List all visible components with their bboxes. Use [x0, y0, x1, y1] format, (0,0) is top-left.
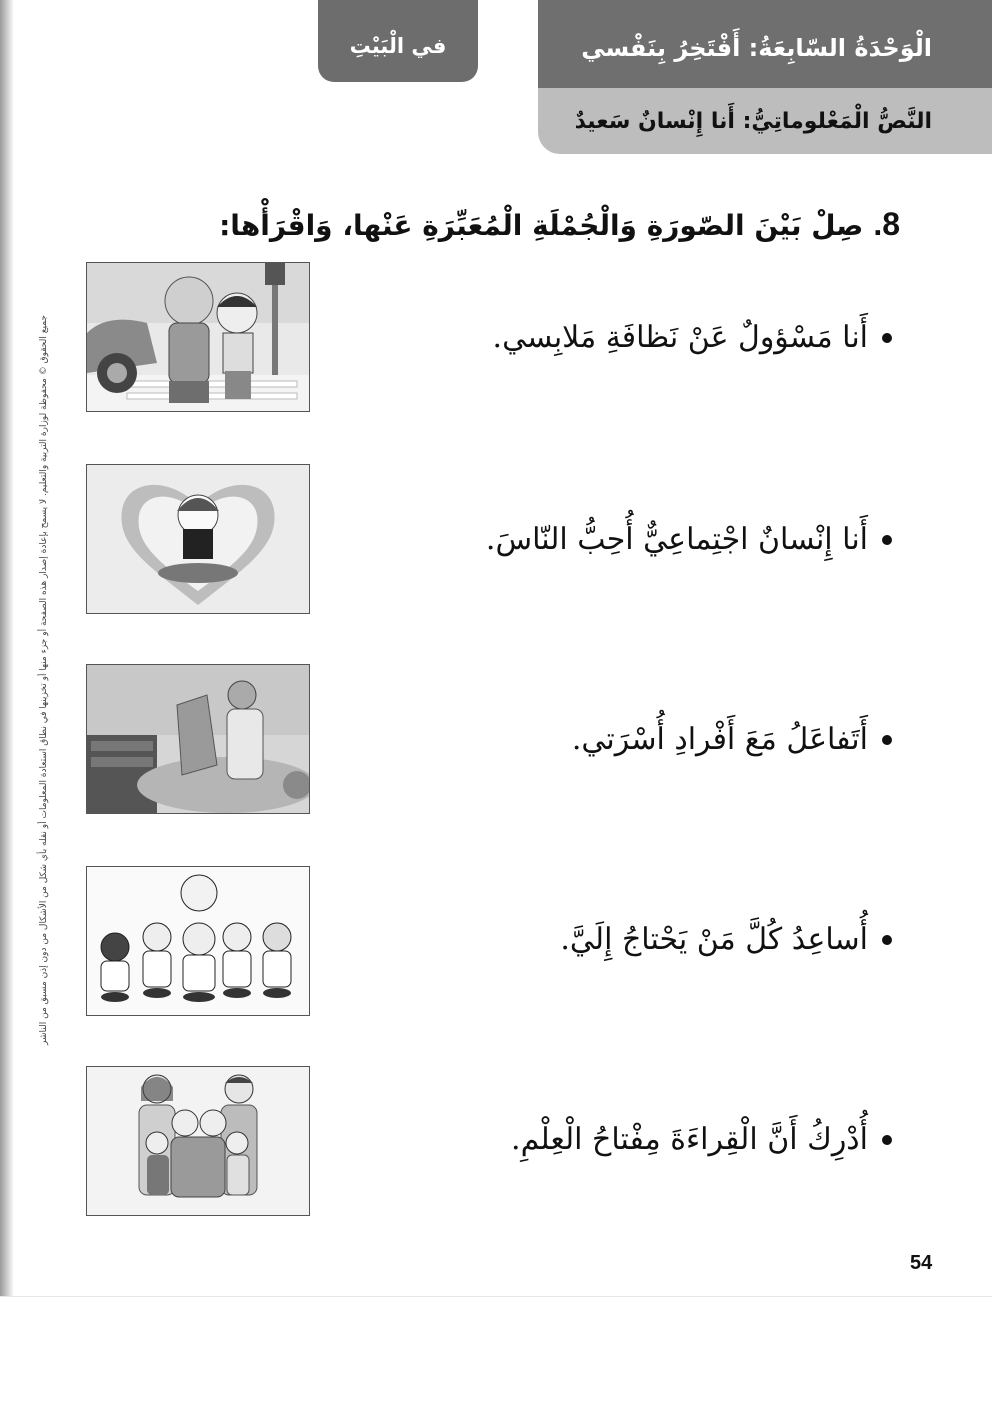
instruction-text: صِلْ بَيْنَ الصّورَةِ وَالْجُمْلَةِ الْمُعَبِّرَةِ عَنْها، وَاقْرَأْها: — [219, 209, 864, 242]
sentence-3 — [572, 722, 892, 757]
sentence-4-text: أُساعِدُ كُلَّ مَنْ يَحْتاجُ إِلَيَّ. — [560, 922, 868, 957]
sentence-5-text: أُدْرِكُ أَنَّ الْقِراءَةَ مِفْتاحُ الْعِلْمِ. — [511, 1122, 868, 1157]
sentence-2-text: أَنا إِنْسانٌ اجْتِماعِيٌّ أُحِبُّ النّاسَ. — [485, 522, 868, 557]
home-tab — [318, 0, 478, 82]
sentence-2 — [486, 522, 892, 557]
sentence-3-text: أَتَفاعَلُ مَعَ أَفْرادِ أُسْرَتي. — [571, 722, 868, 757]
copyright-text: جميع الحقوق © محفوظة لوزارة التربية والتعليم. لا يسمح بإعادة إصدار هذه الصفحة أو جزء منها أو تخزينها في نطاق استعادة المعلومات أو نقله بأي شكل من الأشكال من دون إذن مسبق من الناشر — [39, 315, 49, 1045]
bullet-icon — [882, 1135, 892, 1145]
bullet-icon — [882, 333, 892, 343]
bullet-icon — [882, 535, 892, 545]
scan-edge-shadow — [0, 0, 14, 1402]
girl-folding-clothes-image — [86, 664, 310, 814]
home-tab-label: في الْبَيْتِ — [349, 34, 447, 58]
exercise-number: 8. — [873, 206, 900, 242]
sentence-1-text: أَنا مَسْؤولٌ عَنْ نَظافَةِ مَلابِسي. — [492, 320, 868, 355]
text-title-bar — [538, 88, 992, 154]
page-number: 54 — [910, 1252, 933, 1274]
cartoon-children-group-image — [86, 866, 310, 1016]
sentence-1 — [493, 320, 892, 355]
bullet-icon — [882, 935, 892, 945]
scan-margin — [0, 1296, 992, 1403]
exercise-instruction — [219, 206, 900, 243]
copyright-side-note — [14, 300, 74, 1060]
sentence-4 — [560, 922, 892, 957]
boy-helping-grandmother-image — [86, 262, 310, 412]
unit-title-bar — [538, 0, 992, 88]
text-title: النَّصُّ الْمَعْلوماتِيُّ: أَنا إِنْسانٌ سَعيدٌ — [574, 108, 932, 134]
family-portrait-image — [86, 1066, 310, 1216]
bullet-icon — [882, 735, 892, 745]
unit-title: الْوَحْدَةُ السّابِعَةُ: أَفْتَخِرُ بِنَفْسي — [581, 34, 932, 62]
girl-hugging-book-image — [86, 464, 310, 614]
sentence-5 — [511, 1122, 892, 1157]
unit-header — [538, 0, 992, 154]
